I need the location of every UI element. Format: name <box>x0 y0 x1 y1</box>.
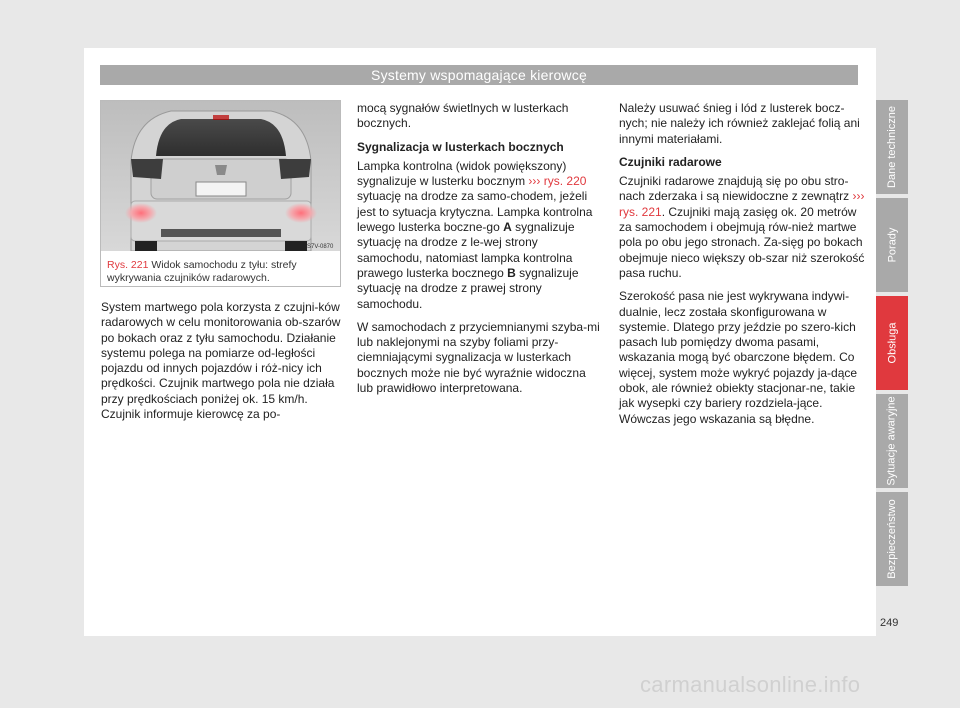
figure-code: S7V-0870 <box>307 244 334 250</box>
tab-label: Sytuacje awaryjne <box>886 396 898 486</box>
watermark: carmanualsonline.info <box>640 672 861 697</box>
col2-paragraph-1: mocą sygnałów świetlnych w lusterkach bocznych. <box>357 101 569 131</box>
figure-caption <box>107 259 337 285</box>
tab-sytuacje-awaryjne[interactable] <box>876 394 908 488</box>
tab-label: Porady <box>886 227 899 263</box>
col2-p2-text-b: sytuację na drodze za samo-chodem, jeżeli jest to sytuacja krytyczna. Lampka kontrolna lewego lusterka boczne-go <box>357 189 593 235</box>
col3-heading: Czujniki radarowe <box>619 154 722 169</box>
col2-paragraph-2 <box>357 159 603 312</box>
car-rear-illustration <box>101 101 340 251</box>
col2-p2-text-d: sygnalizuje sytuację na drodze z prawej strony samochodu. <box>357 265 579 311</box>
tab-dane-techniczne[interactable] <box>876 100 908 194</box>
column-3 <box>619 101 865 435</box>
column-1 <box>101 300 343 430</box>
col3-arrow-icon: ››› <box>852 189 865 204</box>
figure-label: Rys. 221 <box>107 259 149 271</box>
page-header: Systemy wspomagające kierowcę <box>100 65 858 85</box>
col2-heading: Sygnalizacja w lusterkach bocznych <box>357 139 564 154</box>
col1-paragraph: System martwego pola korzysta z czujni-ków radarowych w celu monitorowania ob-szarów po bokach oraz z tyłu samochodu. Działanie systemu polega na pomiarze od-ległości pojazdu od innych pojazdów i róż-nicy ich prędkości. Czujnik martwego pola nie działa przy prędkościach poniżej ok. 15 km/h. Czujnik informuje kierowcę za po- <box>101 300 341 422</box>
column-2 <box>357 101 603 404</box>
tab-label: Dane techniczne <box>886 106 899 188</box>
tab-label: Bezpieczeństwo <box>886 499 898 579</box>
col2-label-A: A <box>503 220 512 235</box>
tab-bezpieczenstwo[interactable] <box>876 492 908 586</box>
tab-obsluga[interactable] <box>876 296 908 390</box>
col2-figure-link[interactable]: rys. 220 <box>543 174 587 189</box>
col2-arrow-icon: ››› <box>528 174 541 189</box>
col2-p2-text-a: Lampka kontrolna (widok powiększony) sygnalizuje w lusterku bocznym <box>357 158 567 189</box>
col2-paragraph-3: W samochodach z przyciemnianymi szyba-mi lub naklejonymi na szyby foliami przy-ciemniającymi sygnalizacja w lusterkach bocznych może nie być wyraźnie widoczna lub prawidłowo interpretowana. <box>357 319 600 396</box>
figure-rear-view <box>100 100 341 287</box>
col2-p2-text-c: sygnalizuje sytuację na drodze z le-wej strony samochodu, natomiast lampka kontrolna prawego lusterka bocznego <box>357 220 575 280</box>
tab-label: Obsługa <box>886 322 899 364</box>
tab-porady[interactable] <box>876 198 908 292</box>
page-number: 249 <box>880 617 899 629</box>
col3-figure-link[interactable]: rys. 221 <box>619 204 662 219</box>
col3-paragraph-1: Należy usuwać śnieg i lód z lusterek bocz-nych; nie należy ich również zaklejać folią ani innymi materiałami. <box>619 101 860 146</box>
col3-p2-text-a: Czujniki radarowe znajdują się po obu stro-nach zderzaka i są niewidoczne z zewnątrz <box>619 174 850 204</box>
col3-p2-text-b: . Czujniki mają zasięg ok. 20 metrów za samochodem i obejmują rów-nież martwe pola po obu jego stronach. Za-sięg po bokach obejmuje nieco większy ob-szar niż szerokość pasa ruchu. <box>619 204 865 280</box>
figure-caption-text: Widok samochodu z tyłu: strefy wykrywania czujników radarowych. <box>107 259 297 284</box>
col3-paragraph-3: Szerokość pasa nie jest wykrywana indywi-dualnie, lecz została skonfigurowana w systemie. Dlatego przy jeździe po szero-kich pasach lub pomiędzy dwoma pasami, wskazania mogą być obarczone błędem. Co więcej, system może wykryć pojazdy ja-dące obok, ale również obiekty stacjonar-ne, takie jak wysepki czy bariery rozdziela-jące. Wówczas jego wskazania są błędne. <box>619 289 858 426</box>
col3-paragraph-2 <box>619 174 865 281</box>
col2-label-B: B <box>507 265 516 280</box>
